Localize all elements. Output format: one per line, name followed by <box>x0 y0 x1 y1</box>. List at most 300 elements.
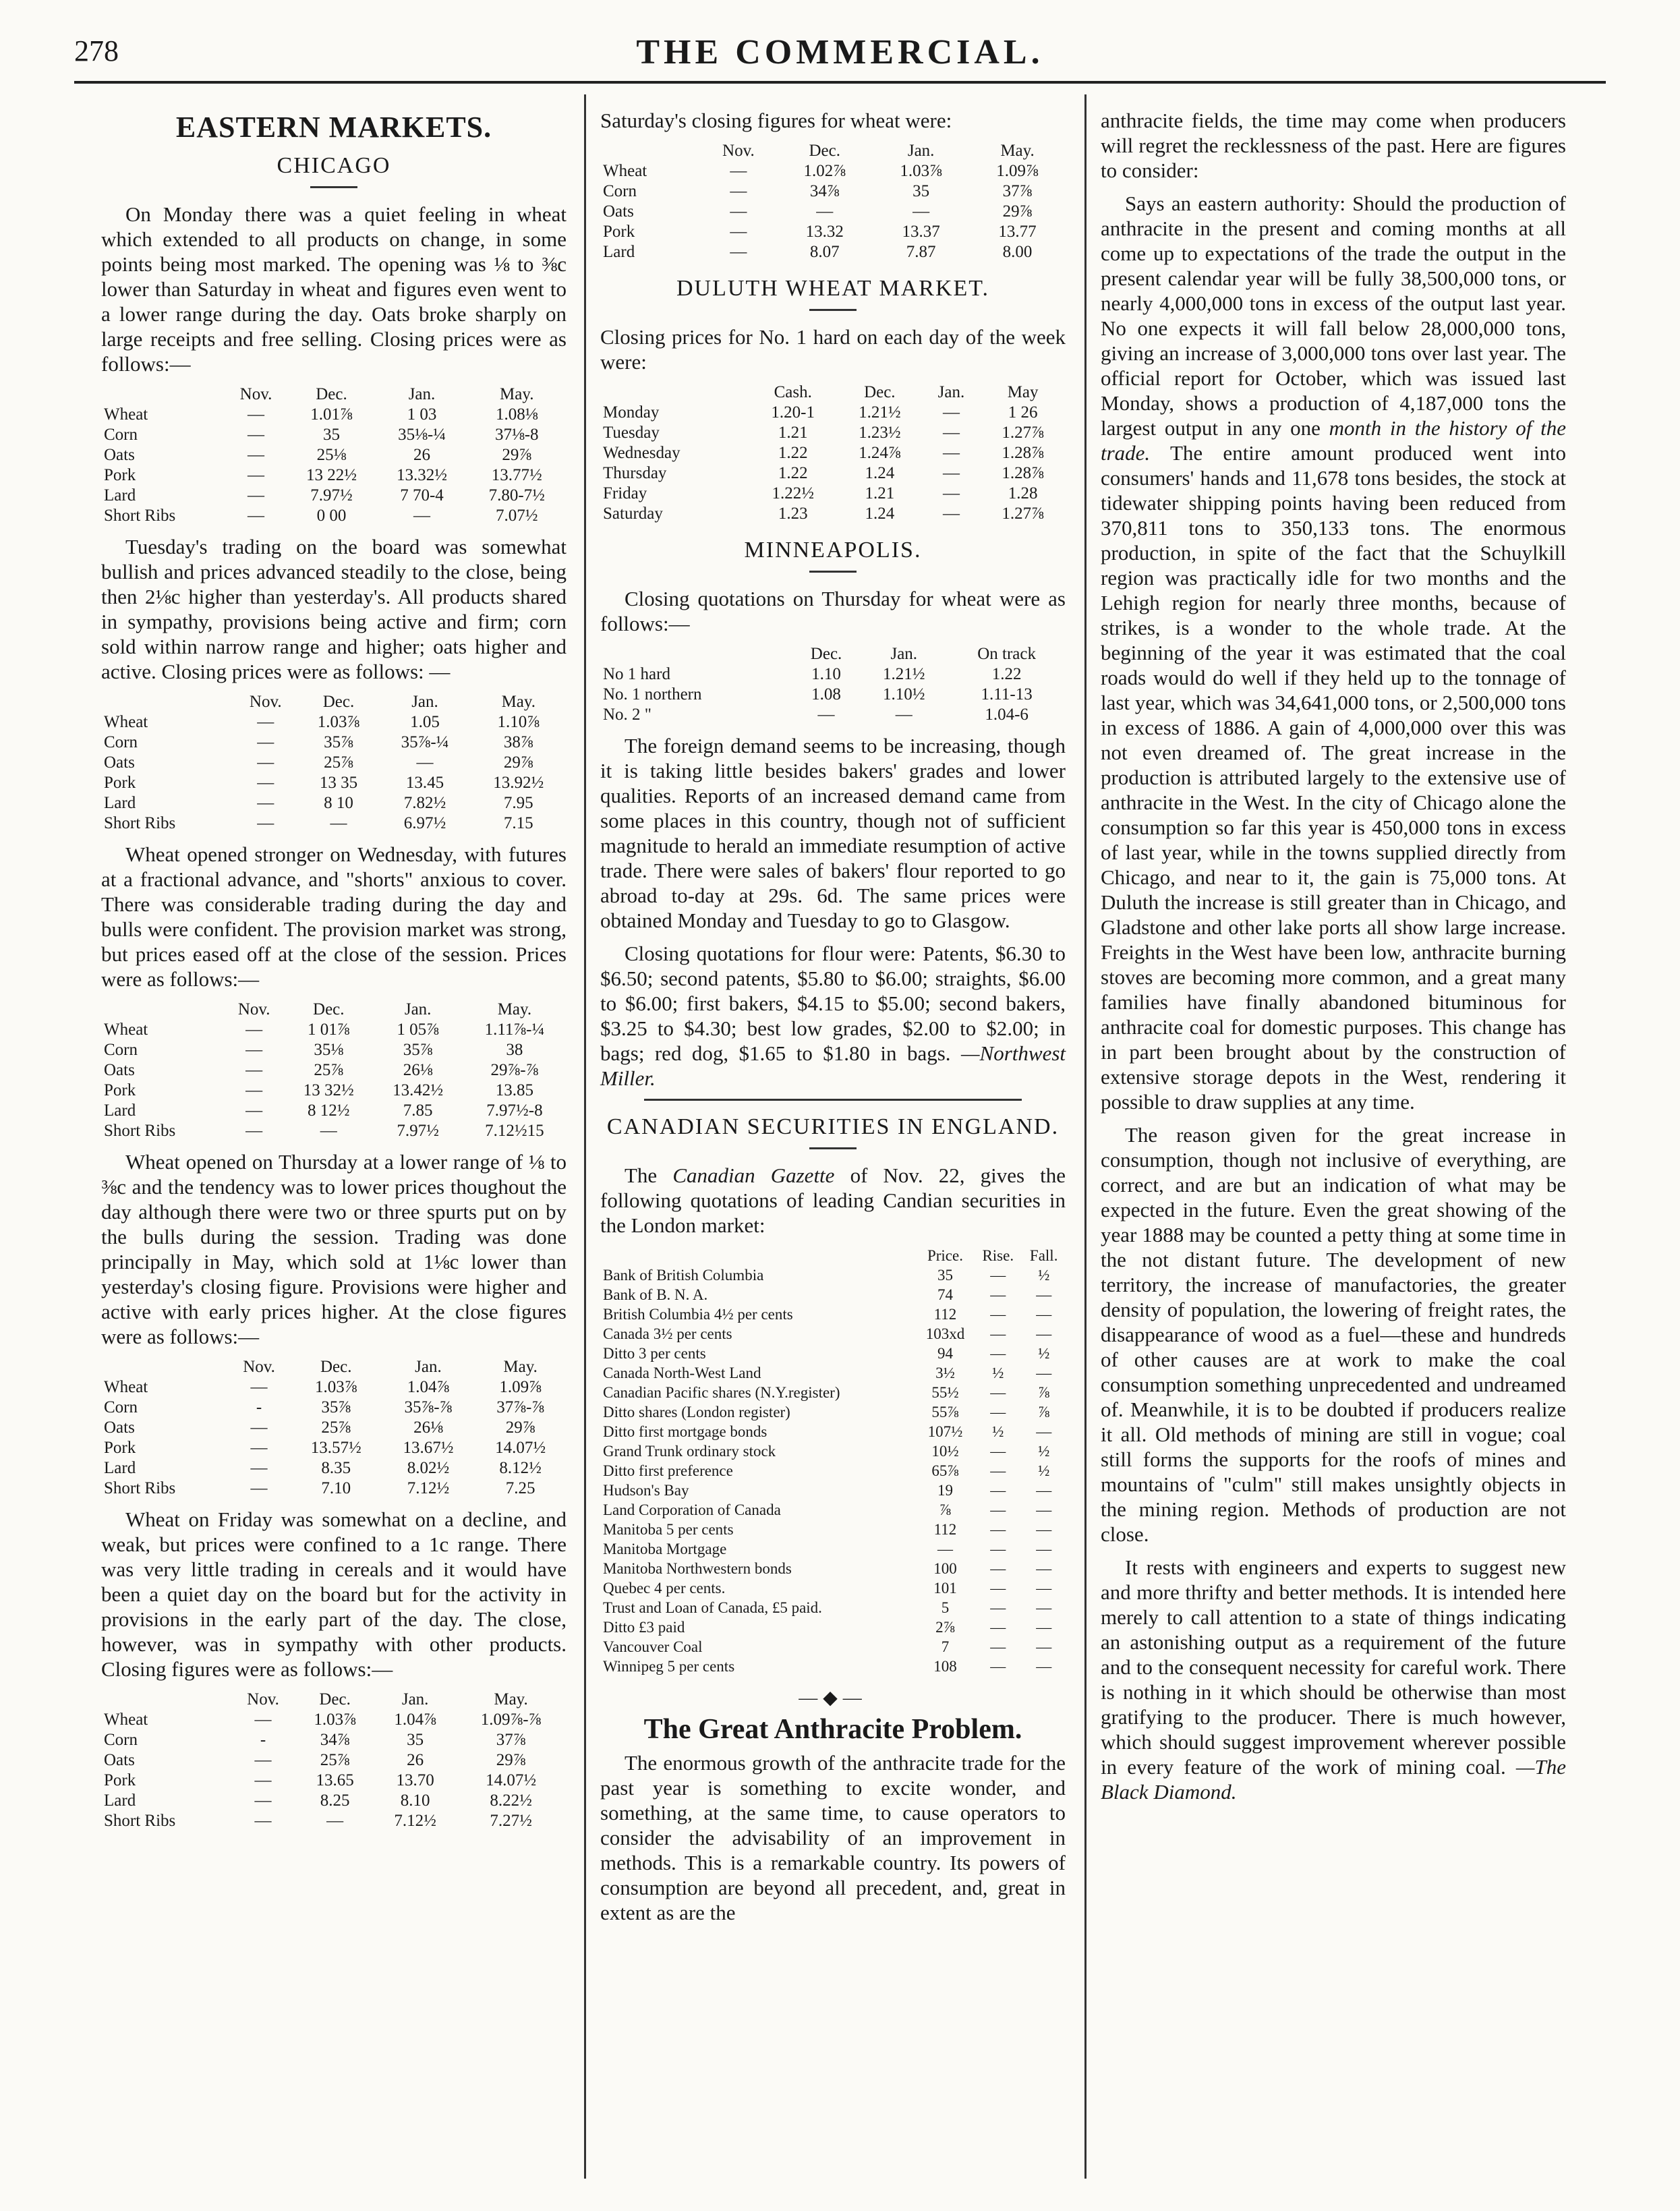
price-table <box>600 644 1066 725</box>
table-cell: 26 <box>407 1751 424 1769</box>
table-cell: 8.00 <box>1002 243 1033 261</box>
table-cell: 13 32½ <box>303 1081 354 1099</box>
column-header: Dec. <box>322 693 355 711</box>
table-row <box>600 443 1066 463</box>
table-cell: 35⅛ <box>314 1041 344 1059</box>
table-cell: Short Ribs <box>104 814 176 832</box>
table-row <box>600 423 1066 443</box>
table-row <box>600 1304 1066 1324</box>
table-cell: 34⅞ <box>320 1731 350 1749</box>
table-row <box>600 1422 1066 1441</box>
table-cell: Wheat <box>104 713 148 731</box>
table-cell: British Columbia 4½ per cents <box>603 1306 793 1323</box>
paragraph-text: Closing quotations for flour were: Patents, $6.30 to $6.50; second patents, $5.80 to $6.00; straights, $6.00 to $6.00; first bakers, $4.15 to $5.00; second bakers, $3.25 to $4.30; best low grades, $2.00 to $2.00; in bags; red dog, $1.65 to $1.80 in bags. <box>600 942 1066 1065</box>
table-cell: Vancouver Coal <box>603 1638 703 1655</box>
table-cell: 1 26 <box>1008 403 1038 422</box>
table-row <box>600 504 1066 524</box>
table-cell: — <box>247 446 264 464</box>
table-cell: 1.27⅞ <box>1002 505 1044 523</box>
table-cell: Lard <box>603 243 635 261</box>
table-cell: ½ <box>1038 1462 1050 1479</box>
table-cell: 10½ <box>931 1443 959 1460</box>
table-row <box>101 1040 567 1060</box>
paragraph-text: Says an eastern authority: Should the production of anthracite in the present and coming months at all come up to expectations of the trade the output in the present calendar year will be fully 38,500,000 tons, or nearly 4,000,000 tons in excess of the output last year. No one expects it will fall below 28,000,000 tons, giving an increase of 3,000,000 tons over last year. The official report for October, which was issued last Monday, shows a production of 4,187,000 tons the largest output in any one <box>1101 192 1566 440</box>
table-cell: Monday <box>603 403 660 422</box>
price-table <box>600 141 1066 262</box>
table-row <box>600 1520 1066 1539</box>
column-header <box>600 141 700 161</box>
table-cell: — <box>942 464 960 482</box>
table-cell: — <box>1036 1501 1052 1518</box>
table-cell: 1.05 <box>410 713 440 731</box>
table-cell: 1 05⅞ <box>397 1021 439 1039</box>
table-cell: 1.27⅞ <box>1002 424 1044 442</box>
column-header: Nov. <box>239 385 272 403</box>
table-cell: Lard <box>104 1101 136 1120</box>
table-cell: 13.32 <box>805 223 844 241</box>
table-cell: — <box>990 1345 1006 1362</box>
table-cell: 7.80-7½ <box>488 486 545 505</box>
table-cell: 7.97½ <box>310 486 353 505</box>
table-row <box>101 1418 567 1438</box>
table-header-row <box>101 692 567 712</box>
table-row <box>600 484 1066 504</box>
table-cell: — <box>254 1771 272 1789</box>
table-cell: — <box>250 1418 268 1437</box>
table-cell: 1.03⅞ <box>314 1711 356 1729</box>
table-row <box>101 1060 567 1081</box>
table-cell: 1.09⅞ <box>499 1378 542 1396</box>
table-header-row <box>600 141 1066 161</box>
table-cell: Corn <box>104 1041 138 1059</box>
table-cell: 35 <box>937 1267 953 1284</box>
table-cell: Wednesday <box>603 444 680 462</box>
masthead: THE COMMERCIAL. <box>636 33 1044 71</box>
table-cell: 1.01⅞ <box>310 405 353 424</box>
rule <box>809 571 857 573</box>
table-cell: ⅞ <box>1038 1384 1050 1401</box>
table-cell: 35⅞ <box>321 1398 351 1416</box>
table-cell: 8.35 <box>321 1459 351 1477</box>
table-row <box>101 425 567 445</box>
table-cell: 13.37 <box>902 223 940 241</box>
table-cell: — <box>730 223 747 241</box>
table-cell: 1.04⅞ <box>407 1378 450 1396</box>
table-cell: 1.11-13 <box>981 685 1033 704</box>
table-cell: Pork <box>104 1439 136 1457</box>
table-cell: — <box>254 1791 272 1810</box>
paragraph: Wheat opened on Thursday at a lower range of ⅛ to ⅜c and the tendency was to lower prices thoughout the day although there were two or three spurts put on by the bulls during the session. Trading was done principally in May, which sold at 1⅛c lower than yesterday's closing figure. Provisions were higher and active with early prices higher. At the close figures were as follows:— <box>101 1150 567 1348</box>
table-cell: 37⅞ <box>1002 182 1033 200</box>
table-cell: — <box>730 243 747 261</box>
table-cell: — <box>990 1638 1006 1655</box>
table-cell: Oats <box>603 202 634 221</box>
table-cell: — <box>257 794 274 812</box>
table-cell: Pork <box>603 223 635 241</box>
column-3 <box>1101 94 1566 1812</box>
table-cell: — <box>1036 1541 1052 1557</box>
column-header: May. <box>501 693 536 711</box>
table-cell: — <box>1036 1365 1052 1381</box>
table-cell: No. 1 northern <box>603 685 702 704</box>
table-cell: Wheat <box>104 1711 148 1729</box>
source-credit: —The Black Diamond. <box>1101 1755 1566 1804</box>
table-row <box>101 1020 567 1040</box>
rule <box>809 309 857 311</box>
table-cell: 1.28⅞ <box>1002 464 1044 482</box>
table-cell: — <box>250 1378 268 1396</box>
table-cell: Manitoba Northwestern bonds <box>603 1560 792 1577</box>
table-cell: 1.24⅞ <box>859 444 901 462</box>
table-row <box>600 1637 1066 1657</box>
table-row <box>600 1441 1066 1461</box>
table-cell: — <box>245 1101 263 1120</box>
table-cell: 1.04-6 <box>985 706 1029 724</box>
table-cell: 34⅞ <box>809 182 840 200</box>
column-header: Jan. <box>404 1000 432 1018</box>
paragraph <box>1101 1555 1566 1804</box>
table-cell: 13.70 <box>396 1771 434 1789</box>
table-cell: — <box>990 1521 1006 1538</box>
table-row <box>600 463 1066 484</box>
table-cell: Thursday <box>603 464 667 482</box>
table-cell: 7 70-4 <box>400 486 444 505</box>
table-cell: — <box>942 505 960 523</box>
table-cell: — <box>254 1711 272 1729</box>
table-cell: Corn <box>104 1398 138 1416</box>
table-row <box>600 1285 1066 1304</box>
section-heading: CANADIAN SECURITIES IN ENGLAND. <box>606 1114 1060 1139</box>
table-cell: — <box>1036 1580 1052 1597</box>
price-table <box>101 384 567 526</box>
table-cell: — <box>257 753 274 772</box>
table-cell: ½ <box>1038 1443 1050 1460</box>
table-cell: 1.21½ <box>883 665 925 683</box>
table-row <box>101 405 567 425</box>
table-cell: 13.32½ <box>396 466 447 484</box>
price-table <box>101 692 567 834</box>
table-cell: 35⅞ <box>324 733 353 751</box>
table-cell: Saturday <box>603 505 663 523</box>
column-header: May. <box>500 385 534 403</box>
table-row <box>600 1324 1066 1344</box>
table-cell: 7.97½-8 <box>486 1101 543 1120</box>
section-heading: DULUTH WHEAT MARKET. <box>676 276 990 301</box>
table-cell: 2⅞ <box>935 1619 955 1636</box>
table-cell: Ditto 3 per cents <box>603 1345 706 1362</box>
table-cell: 25⅞ <box>321 1418 351 1437</box>
table-cell: — <box>250 1479 268 1497</box>
table-cell: 7.97½ <box>397 1122 439 1140</box>
table-cell: 29⅞ <box>502 446 532 464</box>
table-row <box>600 1657 1066 1676</box>
table-row <box>600 161 1066 181</box>
paragraph <box>600 941 1066 1091</box>
table-row <box>600 1559 1066 1578</box>
table-cell: 1.09⅞-⅞ <box>480 1711 542 1729</box>
table-row <box>101 1791 567 1811</box>
table-cell: Ditto first preference <box>603 1462 733 1479</box>
table-cell: Oats <box>104 1751 135 1769</box>
table-cell: 8.02½ <box>407 1459 450 1477</box>
table-cell: — <box>942 403 960 422</box>
table-cell: Canada 3½ per cents <box>603 1325 732 1342</box>
paragraph: The reason given for the great increase in consumption, though not inclusive of everything, are correct, and are but an indication of what may be expected in the future. Even the great showing of the year 1888 may be counted a petty thing at some time in the not distant future. The development of new territory, the increase of manufactories, the greater density of population, the lowering of freight rates, the disappearance of wood as a fuel—these and hundreds of other causes are at work to make the coal consumption something unprecedented and undreamed of. Meanwhile, it is to be doubted if producers realize it all. Old methods of mining are still in vogue; coal still forms the supports for the roofs of mines and mountains of "culm" still makes unsightly objects in the mining region. Methods of production are not close. <box>1101 1123 1566 1546</box>
column-header <box>101 1690 231 1710</box>
paragraph-text: The <box>625 1164 658 1187</box>
table-row <box>600 181 1066 202</box>
table-cell: 6.97½ <box>403 814 446 832</box>
table-cell: Corn <box>104 426 138 444</box>
table-cell: 25⅞ <box>320 1751 350 1769</box>
table-row <box>101 1811 567 1831</box>
table-cell: 7.07½ <box>495 507 538 525</box>
table-cell: — <box>247 426 264 444</box>
table-row <box>101 1458 567 1478</box>
paragraph <box>1101 191 1566 1114</box>
table-row <box>600 1598 1066 1617</box>
paragraph-text: The entire amount produced went into consumers' hands and 11,678 tons besides, the stock at tidewater shipping points having been reduced from 370,811 tons to 350,133 tons. The enormous production, in spite of the fact that the Schuylkill region was practically idle for two months and the Lehigh region for nearly three months, because of strikes, is a wonder to the whole trade. At the beginning of the year it was estimated that the coal roads would do well if they held up to the tonnage of last year, which was 34,641,000 tons, or 2,500,000 tons in excess of 1886. A gain of 4,000,000 over this was not even dreamed of. The great increase in the production is attributed largely to the extensive use of anthracite in the West. In the city of Chicago alone the consumption so far this year is 450,000 tons in excess of last year, while in the towns supplied directly from Chicago, and near to it, the gain is 75,000 tons. At Duluth the increase is still greater than in Chicago, and Gladstone and other lake ports all show large increase. Freights in the West have been low, anthracite burning stoves are becoming more common, and a great many families have finally abandoned bituminous for anthracite coal for domestic purposes. This change has in part been brought about by the construction of extensive storage depots in the West, rendering it possible to draw supplies at any time. <box>1101 441 1566 1114</box>
table-cell: Lard <box>104 794 136 812</box>
table-cell: — <box>1036 1423 1052 1440</box>
table-cell: — <box>817 706 835 724</box>
table-cell: 55½ <box>931 1384 959 1401</box>
table-cell: 13.57½ <box>310 1439 361 1457</box>
column-header: Nov. <box>243 1358 275 1376</box>
price-table <box>600 382 1066 524</box>
column-header: Dec. <box>316 385 347 403</box>
table-cell: — <box>895 706 913 724</box>
table-cell: Short Ribs <box>104 1122 176 1140</box>
column-2 <box>600 94 1066 1933</box>
table-cell: — <box>1036 1521 1052 1538</box>
table-cell: Tuesday <box>603 424 660 442</box>
price-table <box>101 1690 567 1831</box>
table-cell: Lard <box>104 1791 136 1810</box>
table-cell: — <box>330 814 347 832</box>
table-row <box>101 793 567 813</box>
table-cell: Ditto shares (London register) <box>603 1404 790 1420</box>
table-cell: 7 <box>941 1638 950 1655</box>
table-cell: Trust and Loan of Canada, £5 paid. <box>603 1599 822 1616</box>
table-row <box>101 813 567 834</box>
table-cell: Wheat <box>603 162 647 180</box>
column-header: Cash. <box>774 383 812 401</box>
column-header: Nov. <box>249 693 282 711</box>
table-cell: Short Ribs <box>104 507 176 525</box>
table-cell: 7.82½ <box>403 794 446 812</box>
table-cell: — <box>990 1306 1006 1323</box>
table-header-row <box>101 1690 567 1710</box>
table-cell: — <box>250 1459 268 1477</box>
table-cell: 103xd <box>925 1325 965 1342</box>
table-cell: 1.04⅞ <box>394 1711 436 1729</box>
table-cell: 1.10⅞ <box>497 713 540 731</box>
column-divider <box>1084 94 1087 2179</box>
table-cell: 65⅞ <box>931 1462 959 1479</box>
table-cell: 5 <box>941 1599 950 1616</box>
table-cell: 13.65 <box>316 1771 354 1789</box>
ornament-rule: —◆— <box>799 1688 867 1708</box>
table-header-row <box>600 644 1066 664</box>
column-header: Jan. <box>401 1690 429 1708</box>
table-cell: 1.10 <box>811 665 841 683</box>
table-row <box>101 465 567 486</box>
column-header: May <box>1007 383 1039 401</box>
table-cell: — <box>990 1541 1006 1557</box>
table-cell: Corn <box>104 733 138 751</box>
rule <box>310 186 357 188</box>
table-row <box>101 486 567 506</box>
table-cell: — <box>990 1501 1006 1518</box>
table-row <box>101 1750 567 1771</box>
table-cell: — <box>990 1443 1006 1460</box>
table-cell: Corn <box>104 1731 138 1749</box>
table-cell: ½ <box>1038 1267 1050 1284</box>
table-cell: Manitoba Mortgage <box>603 1541 727 1557</box>
column-1 <box>101 94 567 1839</box>
table-cell: — <box>1036 1560 1052 1577</box>
table-cell: — <box>247 466 264 484</box>
table-cell: 1.23 <box>778 505 808 523</box>
column-header: On track <box>977 645 1037 663</box>
page-number: 278 <box>74 34 119 67</box>
table-cell: — <box>913 202 930 221</box>
table-cell: ½ <box>992 1365 1004 1381</box>
paragraph: Wheat on Friday was somewhat on a decline, and weak, but prices were confined to a 1c range. There was very little trading in cereals and it would have been a quiet day on the board but for the activity in provisions in the early part of the day. The close, however, was in sympathy with other products. Closing figures were as follows:— <box>101 1508 567 1681</box>
section-heading: MINNEAPOLIS. <box>744 538 922 563</box>
table-cell: Corn <box>603 182 637 200</box>
table-cell: 1.03⅞ <box>900 162 942 180</box>
table-cell: 1.23½ <box>859 424 901 442</box>
table-cell: — <box>245 1061 263 1079</box>
table-cell: — <box>1036 1306 1052 1323</box>
table-cell: 1 03 <box>407 405 437 424</box>
column-header: Nov. <box>722 142 755 160</box>
column-header <box>101 384 226 405</box>
table-cell: 29⅞ <box>505 1418 535 1437</box>
table-cell: 13.42½ <box>393 1081 444 1099</box>
table-cell: 13.77½ <box>491 466 542 484</box>
table-cell: 29⅞ <box>496 1751 526 1769</box>
table-row <box>600 705 1066 725</box>
column-header <box>600 1246 917 1265</box>
table-cell: 1.21 <box>865 484 895 502</box>
table-cell: Bank of B. N. A. <box>603 1286 708 1303</box>
table-cell: ½ <box>992 1423 1004 1440</box>
column-header: Jan. <box>408 385 436 403</box>
table-cell: 107½ <box>927 1423 963 1440</box>
table-row <box>600 1617 1066 1637</box>
table-cell: Oats <box>104 1418 135 1437</box>
table-cell: 0 00 <box>316 507 347 525</box>
table-row <box>101 712 567 733</box>
table-cell: 7.10 <box>321 1479 351 1497</box>
table-cell: Wheat <box>104 1021 148 1039</box>
column-header: Nov. <box>237 1000 270 1018</box>
table-cell: 14.07½ <box>495 1439 546 1457</box>
table-cell: — <box>730 182 747 200</box>
table-cell: — <box>257 713 274 731</box>
table-cell: 8.12½ <box>499 1459 542 1477</box>
table-cell: — <box>245 1041 263 1059</box>
rule <box>809 1147 857 1149</box>
securities-table <box>600 1246 1066 1676</box>
subheading: CHICAGO <box>277 153 391 178</box>
column-header: Rise. <box>982 1247 1014 1264</box>
table-cell: 7.12½ <box>394 1812 436 1830</box>
table-cell: Wheat <box>104 405 148 424</box>
column-header: May. <box>497 1000 532 1018</box>
column-header: Nov. <box>247 1690 279 1708</box>
table-cell: 13.45 <box>405 774 444 792</box>
table-cell: Land Corporation of Canada <box>603 1501 781 1518</box>
table-cell: — <box>247 507 264 525</box>
table-header-row <box>101 1357 567 1377</box>
table-cell: 13.85 <box>495 1081 534 1099</box>
table-row <box>600 403 1066 423</box>
table-cell: 8 10 <box>324 794 353 812</box>
table-cell: 1.03⅞ <box>317 713 360 731</box>
table-cell: 37⅛-8 <box>494 426 539 444</box>
table-cell: 1.02⅞ <box>803 162 846 180</box>
table-row <box>600 1461 1066 1481</box>
column-header <box>101 1000 224 1020</box>
column-header: Jan. <box>937 383 965 401</box>
column-divider <box>584 94 586 2179</box>
table-row <box>101 753 567 773</box>
table-cell: 100 <box>933 1560 957 1577</box>
table-cell: 13 35 <box>319 774 358 792</box>
column-header <box>101 692 233 712</box>
table-cell: Oats <box>104 1061 135 1079</box>
table-cell: — <box>1036 1658 1052 1675</box>
table-cell: Quebec 4 per cents. <box>603 1580 726 1597</box>
table-cell: Pork <box>104 774 136 792</box>
paragraph <box>600 1163 1066 1238</box>
table-cell: 101 <box>933 1580 957 1597</box>
table-cell: 7.25 <box>505 1479 535 1497</box>
column-header: May. <box>503 1358 538 1376</box>
paragraph: Wheat opened stronger on Wednesday, with futures at a fractional advance, and "shorts" anxious to cover. There was considerable trading during the day and bulls were confident. The provision market was strong, but prices eased off at the close of the session. Prices were as follows:— <box>101 842 567 991</box>
table-cell: 112 <box>933 1521 957 1538</box>
table-cell: 74 <box>937 1286 953 1303</box>
emphasis-text: month in the history of the trade. <box>1101 416 1566 465</box>
table-cell: — <box>1036 1286 1052 1303</box>
table-cell: — <box>247 486 264 505</box>
table-cell: ⅞ <box>1038 1404 1050 1420</box>
table-cell: Canadian Pacific shares (N.Y.register) <box>603 1384 840 1401</box>
table-cell: 108 <box>933 1658 957 1675</box>
column-header: Price. <box>927 1247 963 1264</box>
table-row <box>101 1478 567 1499</box>
table-cell: 1.21½ <box>859 403 901 422</box>
table-cell: Manitoba 5 per cents <box>603 1521 734 1538</box>
table-row <box>600 685 1066 705</box>
table-row <box>101 773 567 793</box>
table-cell: — <box>990 1462 1006 1479</box>
table-cell: — <box>254 1812 272 1830</box>
table-cell: Short Ribs <box>104 1479 176 1497</box>
table-cell: 1.03⅞ <box>315 1378 357 1396</box>
price-table <box>101 1357 567 1499</box>
table-cell: No. 2 " <box>603 706 652 724</box>
table-row <box>101 1101 567 1121</box>
section-heading: EASTERN MARKETS. <box>175 111 492 144</box>
table-header-row <box>600 382 1066 403</box>
table-cell: Ditto £3 paid <box>603 1619 685 1636</box>
table-cell: 13.67½ <box>403 1439 454 1457</box>
